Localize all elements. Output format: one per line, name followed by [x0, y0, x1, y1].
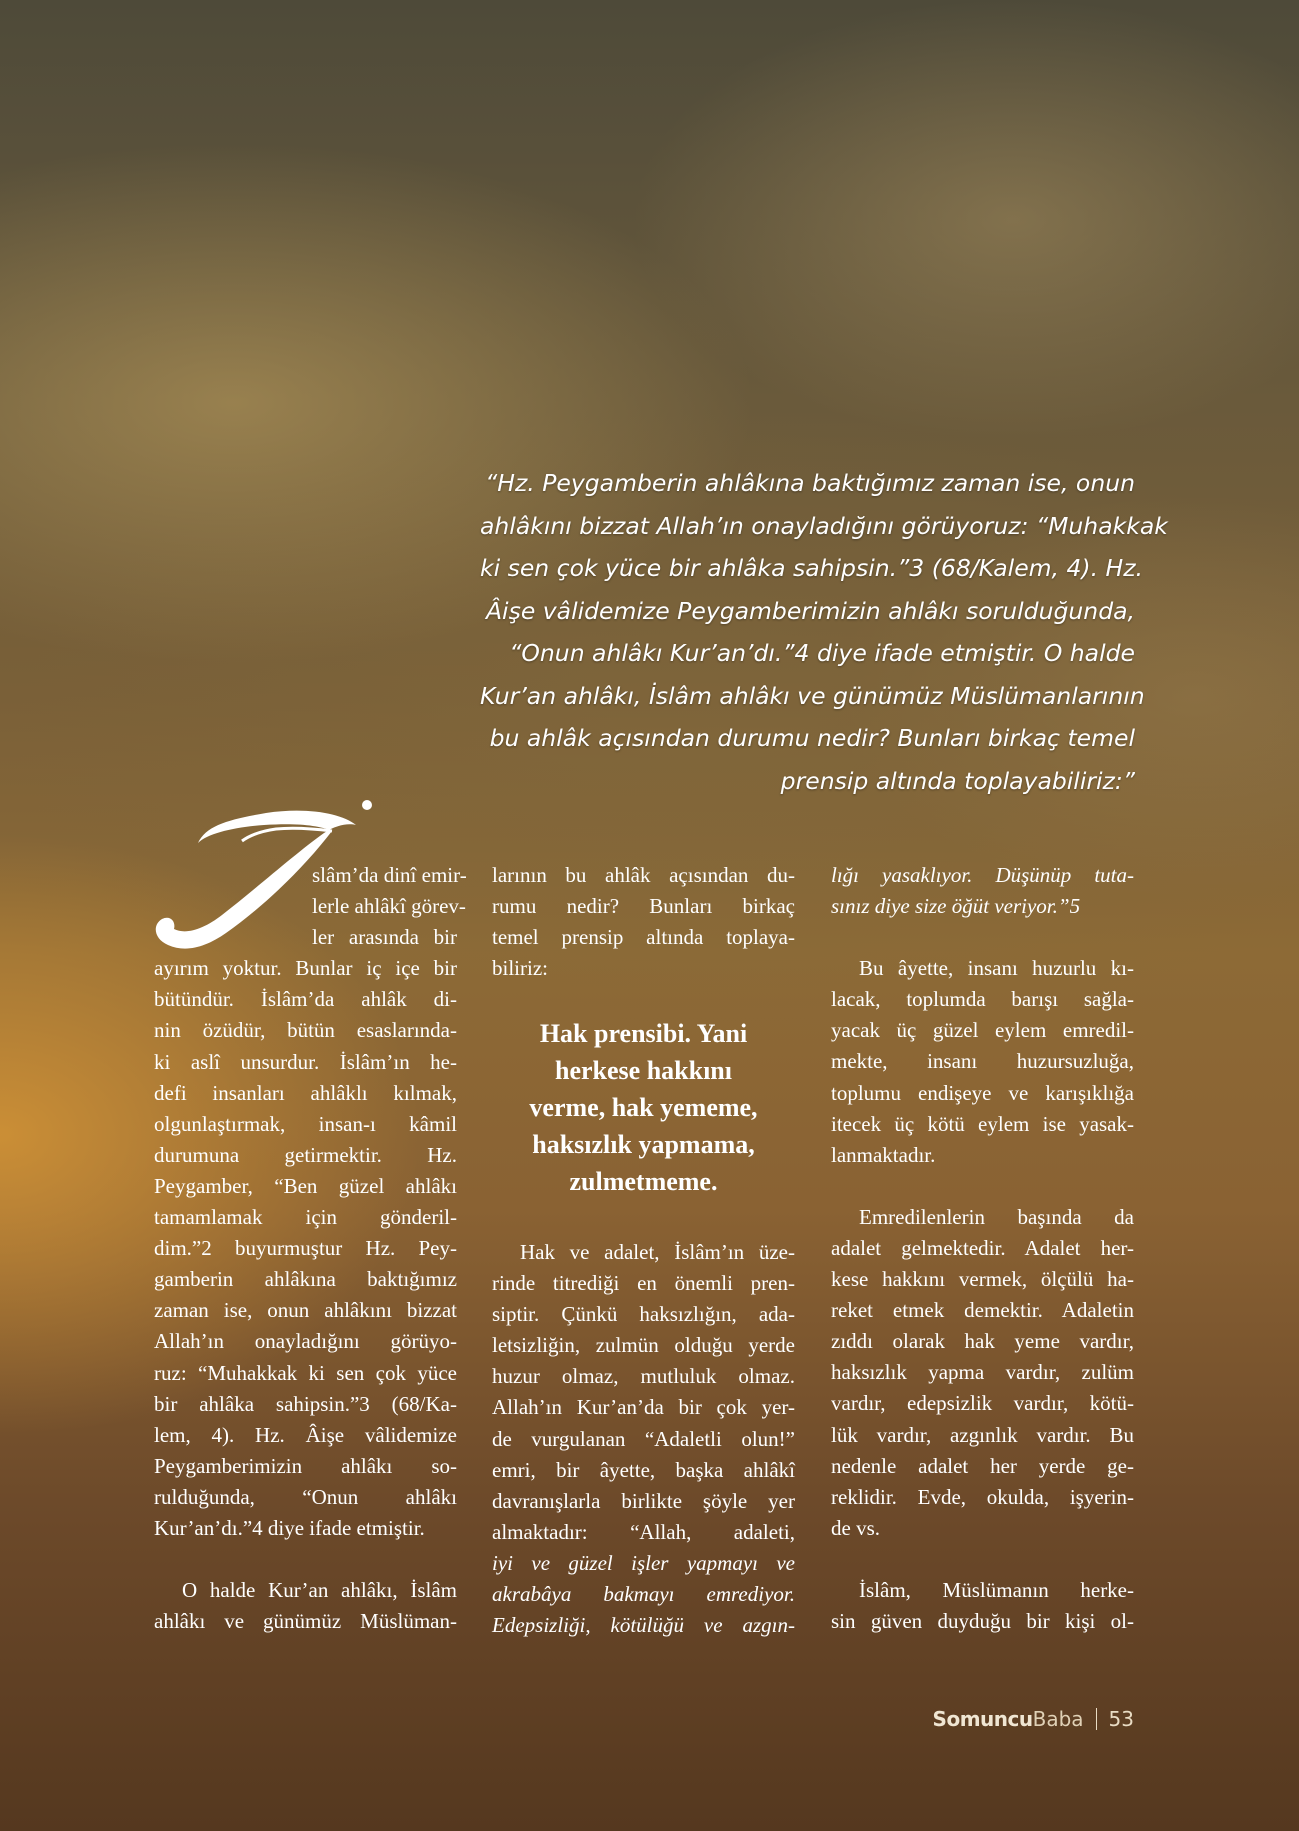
text-line: sınız diye size öğüt veriyor.”5	[831, 894, 1081, 919]
text-line: ler arasında bir	[312, 925, 457, 950]
text-line: nin özüdür, bütün esaslarında-	[154, 1018, 457, 1043]
text-line: huzur olmaz, mutluluk olmaz.	[492, 1364, 795, 1389]
text-line: rinde titrediği en önemli pren-	[492, 1271, 795, 1296]
text-line: emri, bir âyette, başka ahlâkî	[492, 1457, 795, 1482]
text-line: temel prensip altında toplaya-	[492, 925, 795, 950]
text-line: defi insanları ahlâklı kılmak,	[154, 1080, 457, 1105]
text-line: siptir. Çünkü haksızlığın, ada-	[492, 1302, 795, 1327]
text-line: sin güven duyduğu bir kişi ol-	[831, 1608, 1134, 1633]
column-2	[492, 860, 795, 984]
column-3	[831, 860, 1134, 1637]
text-line: Peygamber, “Ben güzel ahlâkı	[154, 1173, 457, 1198]
text-line: adalet gelmektedir. Adalet her-	[831, 1235, 1134, 1260]
text-line: Edepsizliği, kötülüğü ve azgın-	[492, 1613, 795, 1638]
text-line: lacak, toplumda barışı sağla-	[831, 987, 1134, 1012]
magazine-logo	[933, 1707, 1084, 1731]
text-line: ayırım yoktur. Bunlar iç içe bir	[154, 956, 457, 981]
text-line: O halde Kur’an ahlâkı, İslâm	[182, 1578, 457, 1603]
text-line: gamberin ahlâkına baktığımız	[154, 1267, 457, 1292]
text-line: ruz: “Muhakkak ki sen çok yüce	[154, 1360, 457, 1385]
text-line: İslâm, Müslümanın herke-	[859, 1577, 1134, 1602]
footer-divider	[1096, 1708, 1097, 1730]
text-line: yacak üç güzel eylem emredil-	[831, 1018, 1134, 1043]
text-line: lanmaktadır.	[831, 1142, 936, 1167]
text-line: letsizliğin, zulmün olduğu yerde	[492, 1333, 795, 1358]
text-line: Peygamberimizin ahlâkı so-	[154, 1453, 457, 1478]
pull-quote-line: Âişe vâlidemize Peygamberimizin ahlâkı sorulduğunda,	[485, 596, 1135, 625]
text-line: ki aslî unsurdur. İslâm’ın he-	[154, 1049, 457, 1074]
highlight-line: herkese hakkını	[555, 1056, 732, 1085]
highlight-line: haksızlık yapmama,	[532, 1130, 755, 1159]
text-line: larının bu ahlâk açısından du-	[492, 863, 795, 887]
text-line: toplumu endişeye ve karışıklığa	[831, 1080, 1134, 1105]
pull-quote-line: ki sen çok yüce bir ahlâka sahipsin.”3 (68/Kalem, 4). Hz.	[480, 554, 1144, 582]
highlight-heading	[492, 1015, 795, 1200]
text-line: mekte, insanı huzursuzluğa,	[831, 1049, 1134, 1074]
text-line: akrabâya bakmayı emrediyor.	[492, 1582, 795, 1607]
text-line: de vurgulanan “Adaletli olun!”	[492, 1426, 795, 1451]
text-line: almaktadır: “Allah, adaleti,	[492, 1519, 795, 1544]
page-footer	[933, 1704, 1134, 1734]
highlight-line: verme, hak yememe,	[529, 1093, 758, 1122]
highlight-line: Hak prensibi. Yani	[539, 1019, 748, 1048]
text-line: nedenle adalet her yerde ge-	[831, 1453, 1134, 1478]
pull-quote-line: “Onun ahlâkı Kur’an’dı.”4 diye ifade etmiştir. O halde	[509, 639, 1135, 667]
pull-quote-line: bu ahlâk açısından durumu nedir? Bunları birkaç temel	[489, 724, 1135, 752]
text-line: Emredilenlerin başında da	[859, 1204, 1134, 1229]
text-line: ahlâkı ve günümüz Müslüman-	[154, 1609, 457, 1634]
text-line: reket etmek demektir. Adaletin	[831, 1298, 1134, 1323]
text-line: bütündür. İslâm’da ahlâk di-	[154, 987, 457, 1012]
text-line: lem, 4). Hz. Âişe vâlidemize	[154, 1422, 457, 1447]
text-line: durumuna getirmektir. Hz.	[154, 1142, 457, 1167]
text-line: Bu âyette, insanı huzurlu kı-	[859, 956, 1134, 981]
text-line: tamamlamak için gönderil-	[154, 1205, 457, 1230]
text-line: dim.”2 buyurmuştur Hz. Pey-	[154, 1236, 457, 1261]
text-line: davranışlarla birlikte şöyle yer	[492, 1488, 795, 1513]
text-line: olgunlaştırmak, insan-ı kâmil	[154, 1111, 457, 1136]
text-line: reklidir. Evde, okulda, işyerin-	[831, 1484, 1134, 1509]
text-line: Hak ve adalet, İslâm’ın üze-	[520, 1240, 795, 1264]
brand-name-a: Somuncu	[932, 1707, 1033, 1731]
text-line: Allah’ın Kur’an’da bir çok yer-	[492, 1395, 795, 1420]
page-number: 53	[1108, 1707, 1134, 1731]
text-line: biliriz:	[492, 956, 548, 981]
text-line: de vs.	[831, 1515, 880, 1540]
text-line: zaman ise, onun ahlâkını bizzat	[154, 1298, 457, 1323]
text-line: vardır, edepsizlik vardır, kötü-	[831, 1391, 1134, 1416]
text-line: rulduğunda, “Onun ahlâkı	[154, 1484, 457, 1509]
highlight-line: zulmetmeme.	[569, 1167, 718, 1196]
pull-quote-line: “Hz. Peygamberin ahlâkına baktığımız zaman ise, onun	[485, 469, 1135, 497]
pull-quote	[480, 462, 1168, 802]
text-line: lığı yasaklıyor. Düşünüp tuta-	[831, 863, 1134, 887]
text-line: slâm’da dinî emir-	[312, 863, 467, 887]
pull-quote-line: ahlâkını bizzat Allah’ın onayladığını görüyoruz: “Muhakkak	[480, 511, 1168, 540]
text-line: iyi ve güzel işler yapmayı ve	[492, 1550, 795, 1575]
text-line: rumu nedir? Bunları birkaç	[492, 894, 795, 919]
text-line: haksızlık yapma vardır, zulüm	[831, 1360, 1134, 1385]
text-line: itecek üç kötü eylem ise yasak-	[831, 1111, 1134, 1136]
brand-name-b: Baba	[1032, 1707, 1084, 1731]
column-2-body	[492, 1237, 795, 1641]
text-line: lerle ahlâkî görev-	[312, 894, 466, 919]
text-line: kese hakkını vermek, ölçülü ha-	[831, 1267, 1134, 1292]
pull-quote-line: prensip altında toplayabiliriz:”	[780, 766, 1135, 795]
text-line: zıddı olarak hak yeme vardır,	[831, 1329, 1134, 1354]
text-line: Allah’ın onayladığını görüyo-	[154, 1329, 457, 1354]
column-1	[154, 860, 467, 1637]
pull-quote-line: Kur’an ahlâkı, İslâm ahlâkı ve günümüz Müslümanlarının	[480, 681, 1145, 710]
text-line: lük vardır, azgınlık vardır. Bu	[831, 1422, 1134, 1447]
text-line: Kur’an’dı.”4 diye ifade etmiştir.	[154, 1515, 425, 1540]
text-line: bir ahlâka sahipsin.”3 (68/Ka-	[154, 1391, 457, 1416]
